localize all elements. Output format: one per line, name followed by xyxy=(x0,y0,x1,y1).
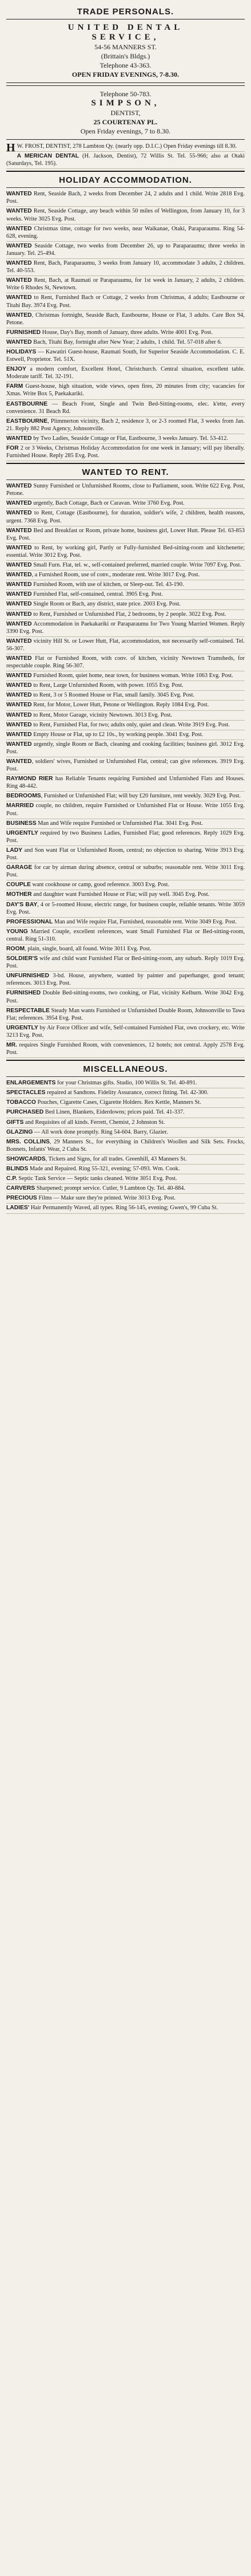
classified-ad xyxy=(6,444,245,461)
classified-ad xyxy=(6,819,245,829)
classified-ad xyxy=(6,207,245,224)
classified-ad xyxy=(6,225,245,242)
ad-body-text: Bed Linen, Blankets, Eiderdowns; prices paid. Tel. 41-337. xyxy=(43,1109,185,1116)
ad-lead-word: UNFURNISHED xyxy=(6,973,49,980)
classified-ad xyxy=(6,365,245,382)
ad-body-text: Guest-house, high situation, wide views, open fires, 20 minutes from city; vacancies for Xmas. Write Box 5, Paekakariki. xyxy=(6,383,245,398)
ad-lead-word: COUPLE xyxy=(6,882,31,888)
ad-body-text: Sharpened; prompt service. Cutler, 9 Lambton Qy. Tel. 40-884. xyxy=(35,1185,185,1192)
section-heading-trade-personals: TRADE PERSONALS. xyxy=(77,7,174,17)
ad-lead-word: YOUNG xyxy=(6,928,28,935)
classified-ad xyxy=(6,1155,245,1165)
ad-lead-word: TOBACCO xyxy=(6,1099,36,1106)
ad-lead-word: PROFESSIONAL xyxy=(6,918,53,925)
ad-body-text: Furnished Room, quiet home, near town, for business woman. Write 1063 Evg. Post. xyxy=(31,672,233,679)
classified-ad xyxy=(6,276,245,293)
classified-ad xyxy=(6,1006,245,1024)
ad-body-text: Made and Repaired. Ring 55-321, evening; 57-093. Wm. Cook. xyxy=(28,1166,180,1173)
ad-lead-word: WANTED xyxy=(6,208,32,215)
section-divider xyxy=(6,187,245,188)
ad-lead-word: FOR xyxy=(6,445,19,451)
classified-ad xyxy=(6,259,245,276)
advert-title: UNITED DENTAL xyxy=(67,23,184,32)
classified-ad xyxy=(6,1098,245,1108)
ad-body-text: wife and child want Furnished Flat or Bed-sitting-room, any suburb. Reply 1019 Evg. Post. xyxy=(6,955,245,970)
classified-ad xyxy=(6,1108,245,1118)
ad-lead-word: MARRIED xyxy=(6,803,34,809)
misc-ads-list xyxy=(6,1079,245,1213)
ad-lead-word: WANTED xyxy=(6,435,32,442)
ad-body-text: want cookhouse or camp, good reference. 3003 Evg. Post. xyxy=(30,882,170,888)
simpson-dentist-advert xyxy=(6,85,245,140)
ad-body-text: to Rent, Furnished Bach or Cottage, 2 weeks from Christmas, 4 adults; Eastbourne or Titahi Bay. 3974 Evg. Post. xyxy=(6,294,245,309)
advert-subtitle: SERVICE, xyxy=(91,33,160,42)
ad-lead-word: WANTED xyxy=(6,682,32,689)
ad-body-text: Rent, for Motor, Lower Hutt, Petone or Wellington. Reply 1084 Evg. Post. xyxy=(31,702,209,709)
ad-body-text: urgently, single Room or Bach, cleaning and cooking facilities; business girl. 3012 Evg. Post. xyxy=(6,741,245,755)
ad-body-text: , Christmas fortnight, Seaside Bach, Eastbourne, House or Flat, 3 adults. Care Box 94, Petone. xyxy=(6,312,245,326)
ad-lead-word: WANTED xyxy=(6,711,32,718)
classified-ad xyxy=(6,954,245,972)
ad-lead-word: EASTBOURNE xyxy=(6,400,48,407)
classified-ad xyxy=(6,580,245,590)
classified-ad xyxy=(6,561,245,571)
ad-body-text: — All work done promptly. Ring 54-604. Barry, Glazier. xyxy=(33,1128,168,1135)
ad-body-text: House, Day's Bay, month of January, three adults. Write 4001 Evg. Post. xyxy=(41,329,213,336)
classified-ad xyxy=(6,328,245,338)
classified-ad xyxy=(6,880,245,890)
classified-ad xyxy=(6,945,245,954)
classified-ad xyxy=(6,348,245,365)
classified-ad xyxy=(6,829,245,846)
classified-ad xyxy=(6,293,245,310)
classified-ad xyxy=(6,730,245,740)
ad-body-text: and daughter want Furnished House or Flat; will pay well. 3045 Evg. Post. xyxy=(31,891,210,898)
classified-ad xyxy=(6,890,245,900)
ad-body-text: by Two Ladies, Seaside Cottage or Flat, Eastbourne, 3 weeks January. Tel. 53-412. xyxy=(31,435,228,442)
ad-lead-word: WANTED xyxy=(6,620,32,627)
ad-body-text: Furnished Room, with use of kitchen, or Sleep-out. Tel. 43-190. xyxy=(31,581,184,588)
trade-ads-list xyxy=(6,152,245,169)
ad-body-text: Rent, Bach, at Raumati or Paraparaumu, for 1st week in January, 2 adults, 2 children. Write 6 Rhodes St, Newtown. xyxy=(6,277,245,292)
ad-body-text: Sunny Furnished or Unfurnished Rooms, close to Parliament, soon. Write 622 Evg. Post, Petone. xyxy=(6,483,245,497)
classified-ad xyxy=(6,590,245,600)
ad-body-text: Rent, Seaside Bach, 2 weeks from December 24, 2 adults and 1 child. Write 2818 Evg. Post. xyxy=(6,191,245,205)
ad-lead-word: SPECTACLES xyxy=(6,1090,46,1096)
advert-building: (Brittain's Bldgs.) xyxy=(101,52,150,60)
ad-lead-word: WANTED xyxy=(6,483,32,490)
ad-body-text: to Rent, 3 or 5 Roomed House or Flat, small family. 3045 Evg. Post. xyxy=(31,692,195,699)
ad-lead-word: GARAGE xyxy=(6,864,33,871)
classified-ad xyxy=(6,792,245,801)
ad-lead-word: MRS. COLLINS xyxy=(6,1138,50,1145)
advert-title: SIMPSON, xyxy=(91,99,160,108)
ad-lead-word: SHOWCARDS xyxy=(6,1155,46,1162)
ad-lead-word: MR. xyxy=(6,1042,17,1048)
classified-ad xyxy=(6,757,245,774)
ad-lead-word: WANTED xyxy=(6,638,32,644)
ad-body-text: (H. Jackson, Dentist), 72 Willis St. Tel. 55-966; also at Otaki (Saturdays, Tel. 195). xyxy=(6,153,245,167)
ad-lead-word: WANTED xyxy=(6,277,32,284)
classified-ad xyxy=(6,338,245,348)
classified-ad xyxy=(6,1079,245,1088)
classified-ad xyxy=(6,1138,245,1155)
ad-lead-word: WANTED xyxy=(6,544,32,551)
classified-ad xyxy=(6,620,245,637)
ad-lead-word: WANTED xyxy=(6,225,32,232)
ad-lead-word: WANTED xyxy=(6,702,32,709)
ad-body-text: Rent, Bach, Paraparaumu, 3 weeks from January 10, accommodate 3 adults, 2 children. Tel. 40-553. xyxy=(6,260,245,274)
ad-lead-word: WANTED xyxy=(6,562,32,569)
ad-body-text: , 4 or 5-roomed House, electric range, for business couple, reliable tenants. Write 3059 Evg. Post. xyxy=(6,901,245,915)
ad-body-text: — Beach Front, Single and Twin Bed-Sitting-rooms, elec. k'ette, every convenience. 31 Beach Rd. xyxy=(6,400,245,415)
ad-lead-word: WANTED xyxy=(6,339,32,345)
section-divider xyxy=(6,463,245,464)
ad-lead-word: GLAZING xyxy=(6,1128,33,1135)
ad-lead-word: WANTED xyxy=(6,672,32,679)
ad-body-text: , a Furnished Room, use of conv., moderate rent. Write 3017 Evg. Post. xyxy=(31,572,200,579)
ad-body-text: and Son want Flat or Unfurnished Room, central; no objection to sharing. Write 3913 Evg. Post. xyxy=(6,847,245,862)
classified-ad xyxy=(6,846,245,863)
ad-body-text: Single Room or Bach, any district, state price. 2003 Evg. Post. xyxy=(31,601,181,608)
section-divider xyxy=(6,479,245,480)
ad-lead-word: BUSINESS xyxy=(6,820,37,827)
wanted-ads-list xyxy=(6,482,245,1058)
ad-body-text: Small Furn. Flat, tel. w., self-contained preferred, married couple. Write 7097 Evg. Post. xyxy=(31,562,242,569)
ad-lead-word: WANTED xyxy=(6,721,32,728)
classified-ad xyxy=(6,1128,245,1138)
ad-lead-word: ROOM xyxy=(6,945,25,952)
ad-lead-word: LADIES' xyxy=(6,1205,30,1212)
ad-lead-word: WANTED xyxy=(6,692,32,699)
ad-lead-word: DAY'S BAY xyxy=(6,901,38,908)
ad-lead-word: WANTED xyxy=(6,312,32,318)
ad-lead-word: WANTED xyxy=(6,572,32,579)
ad-lead-word: WANTED xyxy=(6,500,32,507)
classified-ad xyxy=(6,482,245,499)
section-heading-wanted-to-rent: WANTED TO RENT. xyxy=(82,467,169,478)
classified-ad xyxy=(6,526,245,544)
ad-body-text: repaired at Sandtons. Fidelity Assurance, correct fitting. Tel. 42-300. xyxy=(45,1090,209,1096)
advert-hours: OPEN FRIDAY EVENINGS, 7-8.30. xyxy=(71,70,180,78)
ad-body-text: Bed and Breakfast or Room, private home, business girl, Lower Hutt. Please Tel. 63-853 Evg. Post. xyxy=(6,527,245,541)
ad-body-text: to Rent, Furnished or Unfurnished Flat, 2 bedrooms, by 2 people. 3022 Evg. Post. xyxy=(31,611,226,618)
ad-lead-word: WANTED xyxy=(6,581,32,588)
ad-lead-word: RESPECTABLE xyxy=(6,1007,50,1014)
ad-body-text: , Tickets and Signs, for all trades. Greenhill, 43 Manners St. xyxy=(45,1155,187,1162)
classified-ad xyxy=(6,499,245,509)
classified-ad xyxy=(6,1194,245,1204)
ad-body-text: for your Christmas gifts. Studio, 100 Willis St. Tel. 40-891. xyxy=(55,1080,197,1087)
classified-ad xyxy=(6,691,245,701)
advert-profession: DENTIST, xyxy=(110,109,141,117)
classified-ad xyxy=(6,571,245,580)
ad-body-text: 3-bd. House, anywhere, wanted by painter and paperhanger, good tenant; references. 3013 Evg. Post. xyxy=(6,973,245,987)
ad-lead-word: WANTED xyxy=(6,191,32,198)
ad-lead-word: WANTED xyxy=(6,591,32,598)
ad-lead-word: FURNISHED xyxy=(6,329,41,336)
ad-body-text: Married Couple, excellent references, want Small Furnished Flat or Bed-sitting-room, central. Ring 51-310. xyxy=(6,928,245,942)
classified-ad xyxy=(6,152,245,169)
classified-ad xyxy=(6,972,245,989)
ad-lead-word: GIFTS xyxy=(6,1119,24,1126)
classified-ad xyxy=(6,801,245,819)
classified-ad xyxy=(6,701,245,710)
classified-ad xyxy=(6,711,245,721)
section-divider xyxy=(6,1076,245,1077)
ad-lead-word: BLINDS xyxy=(6,1166,29,1173)
classified-ad xyxy=(6,654,245,671)
ad-lead-word: URGENTLY xyxy=(6,1024,38,1031)
ad-body-text: to Rent, by working girl, Partly or Fully-furnished Bed-sitting-room and kitchenette; essential. Write 3012 Evg. Post. xyxy=(6,544,245,559)
classified-ad xyxy=(6,400,245,417)
frost-dentist-advert xyxy=(6,142,245,152)
classified-ad xyxy=(6,190,245,207)
ad-lead-word: A MERICAN DENTAL xyxy=(17,153,79,160)
ad-lead-word: MOTHER xyxy=(6,891,32,898)
classified-ad xyxy=(6,927,245,945)
section-divider xyxy=(6,171,245,172)
classified-ad xyxy=(6,610,245,620)
ad-lead-word: WANTED xyxy=(6,510,32,517)
united-dental-advert xyxy=(6,19,245,83)
advert-telephone: Telephone 43-363. xyxy=(99,61,152,69)
classified-ad xyxy=(6,600,245,609)
classified-ad xyxy=(6,721,245,730)
advert-address: 25 COURTENAY PL. xyxy=(93,118,158,126)
ad-body-text: and Requisites of all kinds. Ferrett, Chemist, 2 Johnston St. xyxy=(23,1119,165,1126)
ad-body-text: , Furnished or Unfurnished Flat; will buy £20 furniture, rent weekly. 3029 Evg. Post. xyxy=(41,793,241,800)
ad-body-text: Steady Man wants Furnished or Unfurnished Double Room, Johnsonville to Tawa Flat; references. 3954 Evg. Post. xyxy=(6,1007,245,1021)
classified-ad xyxy=(6,918,245,927)
ad-lead-word: WANTED xyxy=(6,758,32,765)
ad-body-text: has Reliable Tenants requiring Furnished and Unfurnished Flats and Houses. Ring 48-442. xyxy=(6,776,245,790)
ad-lead-word: WANTED xyxy=(6,601,32,608)
ad-body-text: Septic Tank Service — Septic tanks cleaned. Write 3051 Evg. Post. xyxy=(17,1175,177,1182)
newspaper-page xyxy=(6,0,245,1214)
classified-ad xyxy=(6,863,245,880)
section-heading-holiday-accommodation: HOLIDAY ACCOMMODATION. xyxy=(59,175,192,186)
ad-body-text: , soldiers' wives, Furnished or Unfurnished Flat, central; can give references. 3919 Evg. Post. xyxy=(6,758,245,773)
ad-body-text: , plain, single, board, all found. Write 3011 Evg. Post. xyxy=(25,945,152,952)
ad-body-text: vicinity Hill St. or Lower Hutt, Flat, accommodation, not necessarily self-contained. Tel. 56-307. xyxy=(6,638,245,652)
ad-body-text: to Rent, Motor Garage, vicinity Newtown. 3013 Evg. Post. xyxy=(31,711,173,718)
ad-body-text: to Rent, Furnished Flat, for two; adults only, quiet and clean. Write 3919 Evg. Post. xyxy=(31,721,230,728)
ad-body-text: a modern comfort, Excellent Hotel, Christchurch. Central situation, excellent table. Moderate tariff. Tel. 32-191. xyxy=(6,366,245,380)
section-heading-miscellaneous: MISCELLANEOUS. xyxy=(83,1064,168,1075)
ad-body-text: Flat or Furnished Room, with conv. of kitchen, vicinity Newtown Tramsheds, for respectable couple. Ring 56-307. xyxy=(6,655,245,670)
ad-body-text: required by two Business Ladies, Furnished Flat; good references. Reply 1029 Evg. Post. xyxy=(6,829,245,844)
classified-ad xyxy=(6,509,245,526)
classified-ad xyxy=(6,671,245,681)
classified-ad xyxy=(6,1174,245,1184)
ad-body-text: to Rent, Large Unfurnished Room, with power. 1055 Evg. Post. xyxy=(31,682,184,689)
ad-body-text: to Rent, Cottage (Eastbourne), for duration, soldier's wife, 2 children, health reasons, urgent. 7368 Evg. Post. xyxy=(6,510,245,524)
ad-lead-word: SOLDIER'S xyxy=(6,955,38,962)
ad-lead-word: WANTED xyxy=(6,741,32,748)
classified-ad xyxy=(6,1024,245,1041)
advert-hours: Open Friday evenings, 7 to 8.30. xyxy=(80,127,171,135)
advert-text: W. FROST, DENTIST, 278 Lambton Qy. (nearly opp. D.I.C.) Open Friday evenings till 8.30. xyxy=(17,143,237,150)
ad-body-text: Rent, Seaside Cottage, any beach within 50 miles of Wellington, from January 10, for 3 weeks. Write 3025 Evg. Post. xyxy=(6,208,245,222)
ad-body-text: Accommodation in Paekakariki or Paraparaumu for Two Young Married Women. Reply 3390 Evg. Post. xyxy=(6,620,245,635)
classified-ad xyxy=(6,544,245,561)
ad-body-text: Man and Wife require Flat, Furnished, reasonable rent. Write 3049 Evg. Post. xyxy=(53,918,237,925)
ad-body-text: Seaside Cottage, two weeks from December 26, up to Paraparaumu; three weeks in January. Tel. 25-494. xyxy=(6,242,245,257)
ad-lead-word: C.P. xyxy=(6,1175,17,1182)
classified-ad xyxy=(6,311,245,328)
ad-lead-word: URGENTLY xyxy=(6,829,38,836)
ad-lead-word: PRECIOUS xyxy=(6,1195,37,1202)
ad-lead-word: EASTBOURNE xyxy=(6,418,48,424)
ad-body-text: Man and Wife require Furnished or Unfurnished Flat. 3041 Evg. Post. xyxy=(36,820,203,827)
ad-lead-word: CARVERS xyxy=(6,1185,35,1192)
ad-body-text: 2 or 3 Weeks, Christmas Holiday Accommodation for one week in January; will pay liberally. Furnished House. Reply 285 Evg. Post. xyxy=(6,445,245,459)
classified-ad xyxy=(6,774,245,792)
ad-lead-word: WANTED xyxy=(6,731,32,738)
ad-body-text: Empty House or Flat, up to £2 10s., by working people. 3041 Evg. Post. xyxy=(31,731,204,738)
classified-ad xyxy=(6,1204,245,1213)
ad-body-text: for car by airman during absence, central or suburbs; reasonable rent. Write 3011 Evg. Post. xyxy=(6,864,245,879)
advert-address: 54-56 MANNERS ST. xyxy=(94,43,157,51)
ad-body-text: Films — Make sure they're printed. Write 3013 Evg. Post. xyxy=(37,1195,176,1202)
ad-lead-word: LADY xyxy=(6,847,23,854)
ad-body-text: requires Single Furnished Room, with conveniences, 12 hotels; not central. Apply 2578 Evg. Post. xyxy=(6,1042,245,1056)
ad-lead-word: PURCHASED xyxy=(6,1109,44,1116)
classified-ad xyxy=(6,1165,245,1174)
holiday-ads-list xyxy=(6,190,245,461)
ad-lead-word: WANTED xyxy=(6,294,32,301)
ad-body-text: Hair Permanently Waved, all types. Ring 56-145, evening; Gwen's, 99 Cuba St. xyxy=(29,1205,218,1212)
ad-body-text: — Kawatiri Guest-house, Raumati South, for Superior Seaside Accommodation. C. E. Estwell, Proprietor. Tel. 51X. xyxy=(6,348,245,363)
ad-body-text: Furnished Flat, self-contained, central. 3905 Evg. Post. xyxy=(31,591,163,598)
classified-ad xyxy=(6,900,245,918)
classified-ad xyxy=(6,681,245,691)
drop-cap: H xyxy=(6,141,15,154)
ad-lead-word: FURNISHED xyxy=(6,990,41,997)
ad-lead-word: WANTED xyxy=(6,655,32,662)
ad-lead-word: ENLARGEMENTS xyxy=(6,1080,56,1087)
classified-ad xyxy=(6,242,245,259)
classified-ad xyxy=(6,417,245,434)
ad-body-text: by Air Force Officer and wife, Self-contained Furnished Flat, own crockery, etc. Write 3213 Evg. Post. xyxy=(6,1024,245,1039)
ad-lead-word: BEDROOMS xyxy=(6,793,41,800)
classified-ad xyxy=(6,1041,245,1058)
classified-ad xyxy=(6,434,245,444)
advert-telephone: Telephone 50-783. xyxy=(99,90,152,98)
ad-lead-word: WANTED xyxy=(6,611,32,618)
ad-body-text: Pouches, Cigarette Cases, Cigarette Holders. Rex Kettle, Manners St. xyxy=(35,1099,201,1106)
classified-ad xyxy=(6,637,245,654)
ad-lead-word: FARM xyxy=(6,383,23,390)
ad-lead-word: HOLIDAYS xyxy=(6,348,37,355)
classified-ad xyxy=(6,382,245,399)
section-divider xyxy=(6,1060,245,1061)
ad-body-text: Christmas time, cottage for two weeks, near Waikanae, Otaki, Paraparaumu. Ring 54-628, evening. xyxy=(6,225,245,239)
classified-ad xyxy=(6,1118,245,1128)
classified-ad xyxy=(6,740,245,757)
ad-body-text: , 29 Manners St., for everything in Children's Woollen and Silk Sets. Frocks, Bonnets, Infants' Wear, 2 Cuba St. xyxy=(6,1138,245,1153)
classified-ad xyxy=(6,1088,245,1098)
ad-body-text: urgently, Bach Cottage, Bach or Caravan. Write 3760 Evg. Post. xyxy=(31,500,185,507)
ad-body-text: Double Bed-sitting-rooms, two cooking, or Flat, vicinity Kelburn. Write 3042 Evg. Post. xyxy=(6,990,245,1004)
ad-body-text: Bach, Titahi Bay, fortnight after New Year; 2 adults, 1 child. Tel. 57-018 after 6. xyxy=(31,339,222,345)
ad-lead-word: ENJOY xyxy=(6,366,26,373)
ad-body-text: couple, no children, require Furnished or Unfurnished Flat or House. Write 1055 Evg. Post. xyxy=(6,803,245,817)
ad-body-text: , Plimmerton vicinity, Bach 2, residence 3, or 2-3 roomed Flat, 3 weeks from Jan. 21. Reply 882 Post Agency, Johnsonville. xyxy=(6,418,245,432)
classified-ad xyxy=(6,989,245,1006)
classified-ad xyxy=(6,1184,245,1194)
ad-lead-word: WANTED xyxy=(6,527,32,534)
ad-lead-word: RAYMOND RIER xyxy=(6,776,53,782)
ad-lead-word: WANTED xyxy=(6,260,32,267)
ad-lead-word: WANTED xyxy=(6,242,32,249)
